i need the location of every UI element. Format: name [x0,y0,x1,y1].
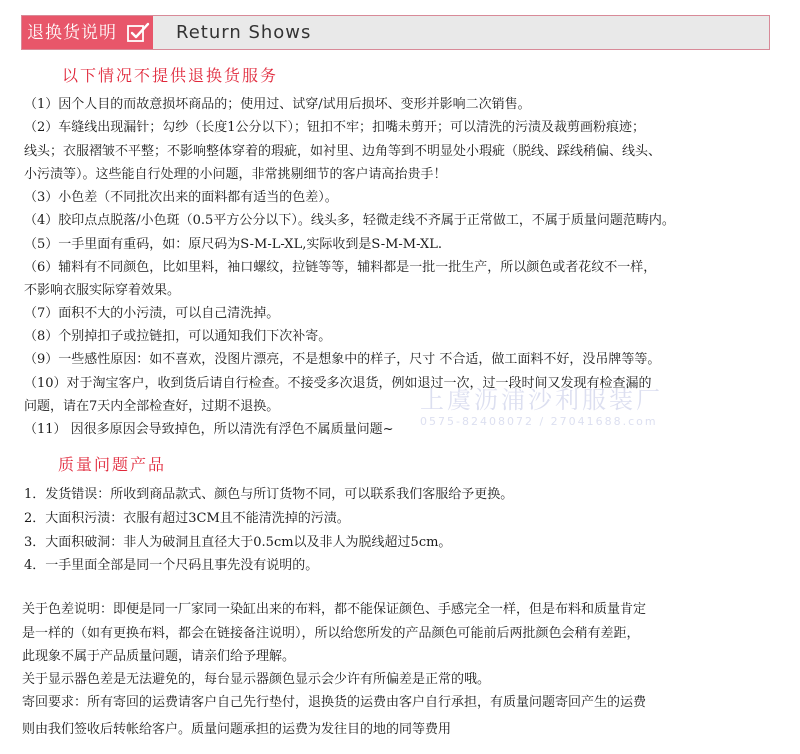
rule-line: （9）一些感性原因：如不喜欢，没图片漂亮，不是想象中的样子，尺寸 不合适，做工面料不好，没吊牌等等。 [24,352,661,367]
watermark-main: 上虞沥浦沙利服装厂 [420,386,663,414]
rule-line: （11） 因很多原因会导致掉色，所以清洗有浮色不属质量问题~ [24,422,394,437]
header-bar [21,15,770,50]
rule-line: （7）面积不大的小污渍，可以自己清洗掉。 [24,306,280,321]
quality-line: 2．大面积污渍：衣服有超过3CM且不能清洗掉的污渍。 [24,511,350,526]
watermark [420,385,780,445]
section-title-quality-issues: 质量问题产品 [58,455,167,474]
header-title: Return Shows [176,22,312,43]
rule-line: （8）个别掉扣子或拉链扣，可以通知我们下次补寄。 [24,329,332,344]
note-line: 寄回要求：所有寄回的运费请客户自己先行垫付，退换货的运费由客户自行承担，有质量问题寄回产生的运费 [22,695,647,710]
rule-line: （1）因个人目的而故意损坏商品的；使用过、试穿/试用后损坏、变形并影响二次销售。 [24,97,531,112]
rule-line: 问题，请在7天内全部检查好，过期不退换。 [24,399,280,414]
rule-line: （10）对于淘宝客户，收到货后请自行检查。不接受多次退货，例如退过一次，过一段时间又发现有检查漏的 [24,376,652,391]
note-line: 关于色差说明：即便是同一厂家同一染缸出来的布料，都不能保证颜色、手感完全一样，但是布料和质量肯定 [22,602,647,617]
rule-line: （5）一手里面有重码，如：原尺码为S-M-L-XL,实际收到是S-M-M-XL. [24,237,443,252]
rule-line: （4）胶印点点脱落/小色斑（0.5平方公分以下）。线头多，轻微走线不齐属于正常做工，不属于质量问题范畴内。 [24,213,675,228]
watermark-sub: 0575-82408072 / 27041688.com [420,415,658,428]
note-line: 则由我们签收后转帐给客户。质量问题承担的运费为发往目的地的同等费用 [22,722,452,737]
section-title-no-return: 以下情况不提供退换货服务 [62,66,279,85]
rule-line: （3）小色差（不同批次出来的面料都有适当的色差）。 [24,190,338,205]
note-line: 此现象不属于产品质量问题，请亲们给予理解。 [22,649,296,664]
rule-line: （2）车缝线出现漏针；勾纱（长度1公分以下）；钮扣不牢；扣嘴未剪开；可以清洗的污渍及裁剪画粉痕迹； [24,120,646,135]
quality-line: 3．大面积破洞：非人为破洞且直径大于0.5cm以及非人为脱线超过5cm。 [24,535,452,550]
header-tag-label: 退换货说明 [27,23,117,43]
rule-line: （6）辅料有不同颜色，比如里料，袖口螺纹，拉链等等，辅料都是一批一批生产，所以颜色或者花纹不一样， [24,260,657,275]
note-line: 关于显示器色差是无法避免的，每台显示器颜色显示会少许有所偏差是正常的哦。 [22,672,491,687]
note-line: 是一样的（如有更换布料，都会在链接备注说明），所以给您所发的产品颜色可能前后两批颜色会稍有差距， [22,626,640,641]
header-tag [22,16,153,49]
rule-line: 不影响衣服实际穿着效果。 [24,283,181,298]
rule-line: 线头；衣服褶皱不平整；不影响整体穿着的瑕疵，如衬里、边角等到不明显处小瑕疵（脱线、踩线稍偏、线头、 [24,144,662,159]
quality-line: 1．发货错误：所收到商品款式、颜色与所订货物不同，可以联系我们客服给予更换。 [24,487,514,502]
rule-line: 小污渍等）。这些能自行处理的小问题，非常挑剔细节的客户请高抬贵手！ [24,167,447,182]
checkmark-icon [126,21,150,45]
quality-line: 4．一手里面全部是同一个尺码且事先没有说明的。 [24,558,319,573]
